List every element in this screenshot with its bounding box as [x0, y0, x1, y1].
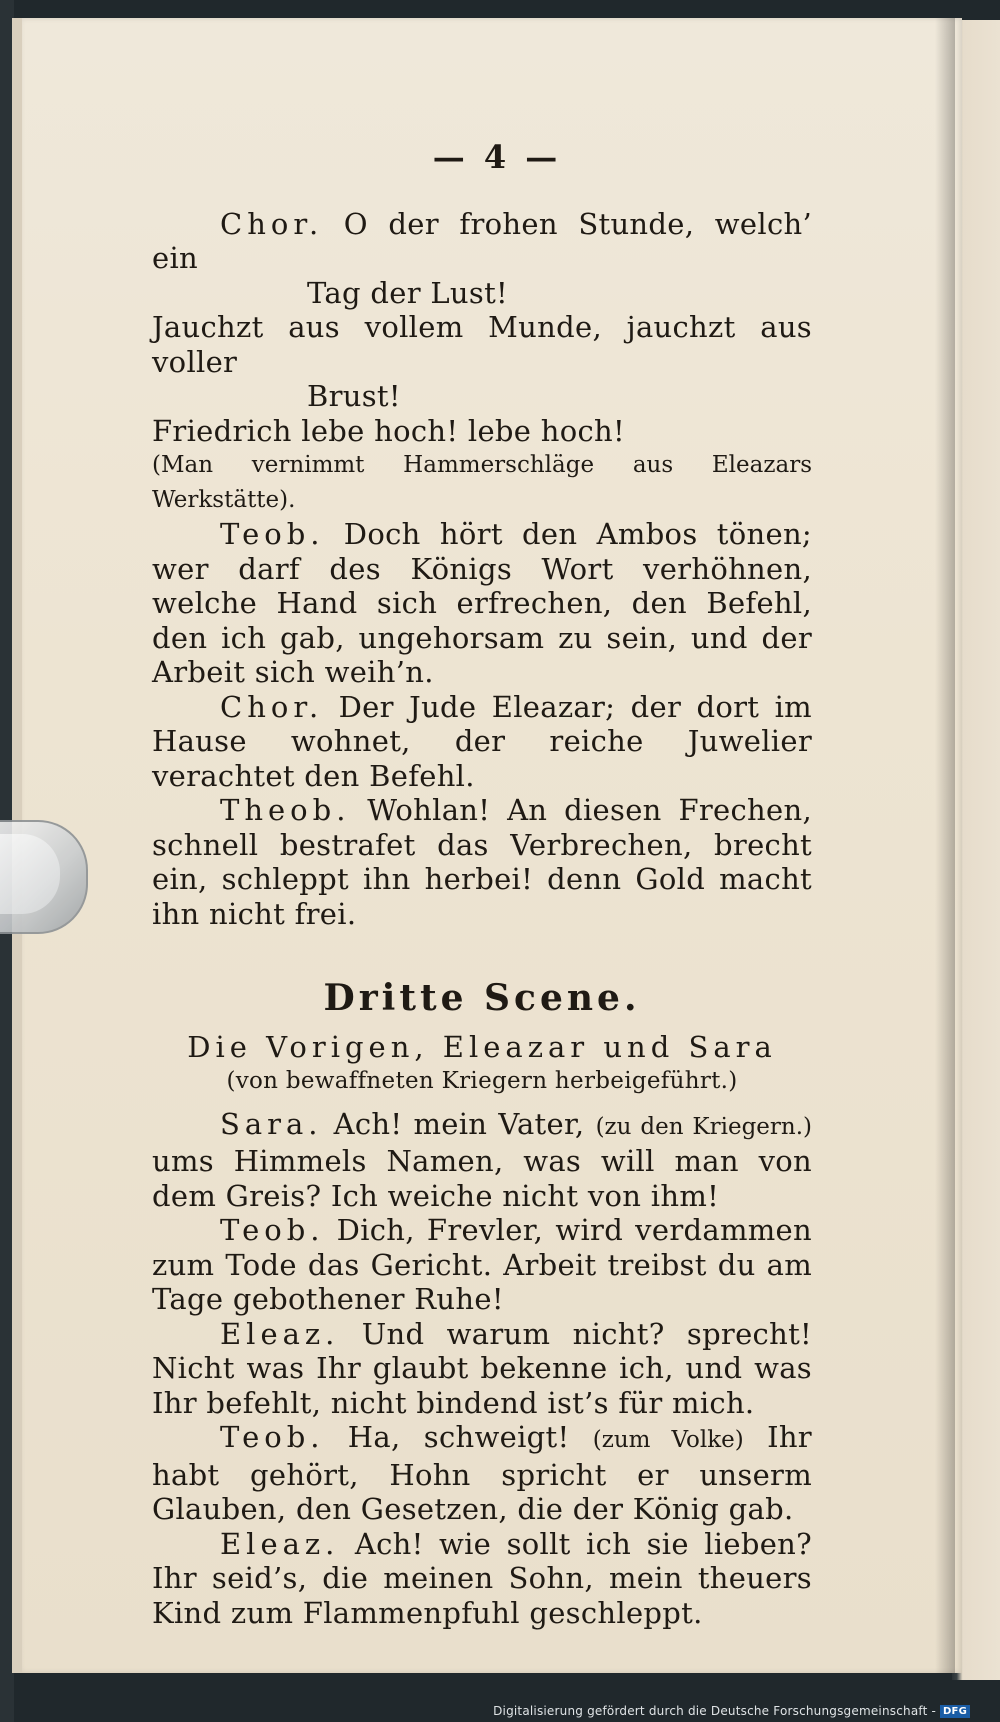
- speech-text: Ach! mein Vater,: [333, 1106, 585, 1141]
- speech-chor-1: [152, 207, 812, 276]
- speech-chor-2: [152, 690, 812, 794]
- speech-eleaz-2: [152, 1527, 812, 1631]
- gutter-shadow: [935, 18, 955, 1673]
- speech-eleaz-1: [152, 1317, 812, 1421]
- speech-text: ums Himmels Namen, was will man von dem Greis? Ich weiche nicht von ihm!: [152, 1144, 812, 1213]
- speaker-name: Eleaz.: [220, 1316, 340, 1351]
- speech-text: Doch hört den Ambos tönen; wer darf des Königs Wort verhöhnen, welche Hand sich erfrechen, den Befehl, den ich gab, ungehorsam zu sein, und der Arbeit sich weih’n.: [152, 517, 812, 689]
- speech-text: Dich, Frevler, wird verdammen zum Tode das Gericht. Arbeit treibst du am Tage gebothener Ruhe!: [152, 1213, 812, 1316]
- speech-text: Wohlan! An diesen Frechen, schnell bestrafet das Verbrechen, brecht ein, schleppt ihn herbei! denn Gold macht ihn nicht frei.: [152, 793, 812, 931]
- page-number: — 4 —: [432, 138, 562, 176]
- speech-line: Brust!: [307, 379, 401, 413]
- speaker-name: Chor.: [220, 206, 324, 241]
- speech-line: O der frohen Stunde, welch’ ein: [152, 206, 812, 275]
- speaker-name: Teob.: [220, 1420, 325, 1454]
- speech-teob-1: [152, 517, 812, 690]
- speech-line: Jauchzt aus vollem Munde, jauchzt aus voller: [152, 310, 812, 379]
- stage-direction: (zum Volke): [592, 1427, 744, 1453]
- speech-teob-2: [152, 1213, 812, 1317]
- speech-text: Der Jude Eleazar; der dort im Hause wohnet, der reiche Juwelier verachtet den Befehl.: [152, 689, 812, 793]
- digitization-credit: [493, 1704, 970, 1718]
- speech-sara: [152, 1107, 812, 1214]
- credit-text: Digitalisierung gefördert durch die Deutsche Forschungsgemeinschaft -: [493, 1704, 937, 1718]
- speaker-name: Sara.: [220, 1106, 323, 1141]
- speech-text: Ach! wie sollt ich sie lieben? Ihr seid’s, die meinen Sohn, mein theuers Kind zum Flammenpfuhl geschleppt.: [152, 1526, 812, 1630]
- speech-line: Tag der Lust!: [307, 275, 508, 310]
- speech-teob-3: [152, 1420, 812, 1527]
- speech-text: Und warum nicht? sprecht! Nicht was Ihr glaubt bekenne ich, und was Ihr befehlt, nicht bindend ist’s für mich.: [152, 1316, 812, 1420]
- speaker-name: Teob.: [220, 1213, 325, 1247]
- scene-cast-note: (von bewaffneten Kriegern herbeigeführt.): [226, 1068, 738, 1094]
- scene-cast: Die Vorigen, Eleazar und Sara: [187, 1029, 777, 1064]
- dfg-logo: DFG: [940, 1705, 970, 1718]
- speech-line: Friedrich lebe hoch! lebe hoch!: [152, 413, 625, 448]
- stage-direction: (zu den Kriegern.): [595, 1113, 812, 1140]
- speaker-name: Eleaz.: [220, 1526, 340, 1561]
- speech-text: Ha, schweigt!: [347, 1420, 570, 1454]
- speaker-name: Theob.: [220, 793, 351, 827]
- page-text: [152, 120, 812, 1630]
- speaker-name: Teob.: [220, 517, 325, 551]
- speech-theob: [152, 793, 812, 931]
- speech-text: Ihr habt gehört, Hohn spricht er unserm Glauben, den Gesetzen, die der König gab.: [152, 1420, 812, 1526]
- stage-direction: (Man vernimmt Hammerschläge aus Eleazars Werkstätte).: [152, 452, 812, 513]
- speaker-name: Chor.: [220, 689, 324, 724]
- scene-heading: Dritte Scene.: [323, 977, 641, 1019]
